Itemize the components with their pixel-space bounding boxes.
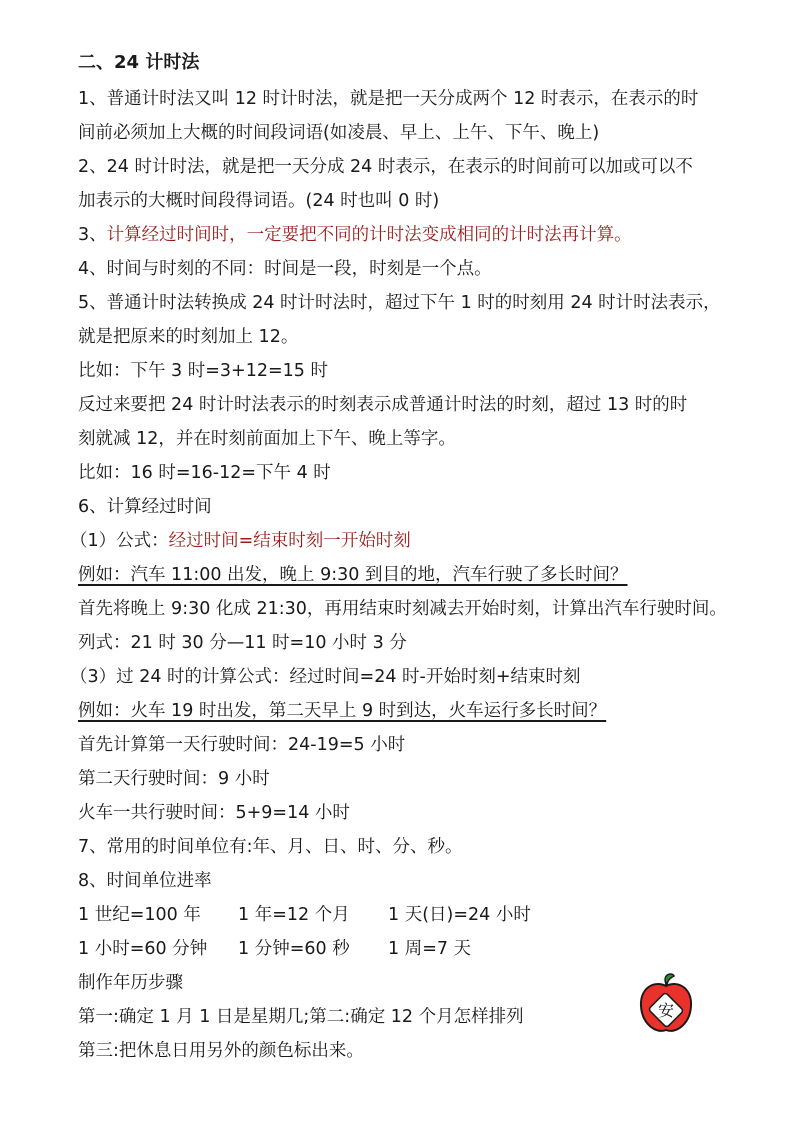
example-train-step-3: 火车一共行驶时间：5+9=14 小时 — [78, 803, 350, 823]
item-8: 8、时间单位进率 — [78, 871, 212, 891]
item-5-line-2: 就是把原来的时刻加上 12。 — [78, 327, 299, 347]
item-2-line-2: 加表示的大概时间段得词语。(24 时也叫 0 时) — [78, 191, 440, 211]
example-train-step-1: 首先计算第一天行驶时间：24-19=5 小时 — [78, 735, 406, 755]
example-car — [78, 562, 770, 588]
example-2: 比如：16 时=16-12=下午 4 时 — [78, 463, 331, 483]
example-train-step-2: 第二天行驶时间：9 小时 — [78, 769, 270, 789]
calendar-step-2: 第三:把休息日用另外的颜色标出来。 — [78, 1041, 364, 1061]
unit-hour: 1 小时=60 分钟 — [78, 939, 208, 959]
calendar-steps-title: 制作年历步骤 — [78, 973, 183, 993]
apple-sticker-icon — [636, 970, 696, 1036]
item-4: 4、时间与时刻的不同：时间是一段，时刻是一个点。 — [78, 259, 492, 279]
calendar-step-1: 第一:确定 1 月 1 日是星期几;第二:确定 12 个月怎样排列 — [78, 1007, 524, 1027]
example-1: 比如：下午 3 时=3+12=15 时 — [78, 361, 328, 381]
item-3-number: 3、 — [78, 225, 107, 245]
sticker-character: 安 — [657, 1001, 675, 1020]
example-car-text: 例如：汽车 11:00 出发，晚上 9:30 到目的地，汽车行驶了多长时间？ — [78, 565, 628, 585]
formula-1-text: 经过时间=结束时刻一开始时刻 — [168, 531, 411, 551]
item-1-line-1: 1、普通计时法又叫 12 时计时法，就是把一天分成两个 12 时表示，在表示的时 — [78, 89, 699, 109]
unit-minute: 1 分钟=60 秒 — [238, 939, 350, 959]
item-7: 7、常用的时间单位有:年、月、日、时、分、秒。 — [78, 837, 463, 857]
example-train — [78, 698, 770, 724]
section-title: 二、24 计时法 — [78, 52, 200, 73]
example-car-step-1: 首先将晚上 9:30 化成 21:30，再用结束时刻减去开始时刻，计算出汽车行驶时间。 — [78, 599, 727, 619]
item-6: 6、计算经过时间 — [78, 497, 212, 517]
example-car-step-2: 列式：21 时 30 分—11 时=10 小时 3 分 — [78, 633, 407, 653]
formula-1 — [70, 528, 770, 554]
unit-year: 1 年=12 个月 — [238, 905, 350, 925]
reverse-line-2: 刻就减 12，并在时刻前面加上下午、晚上等字。 — [78, 429, 456, 449]
example-train-text: 例如：火车 19 时出发，第二天早上 9 时到达，火车运行多长时间？ — [78, 701, 607, 721]
item-2-line-1: 2、24 时计时法，就是把一天分成 24 时表示，在表示的时间前可以加或可以不 — [78, 157, 693, 177]
unit-week: 1 周=7 天 — [388, 939, 472, 959]
item-3 — [78, 222, 770, 248]
item-1-line-2: 间前必须加上大概的时间段词语(如凌晨、早上、上午、下午、晚上) — [78, 123, 600, 143]
reverse-line-1: 反过来要把 24 时计时法表示的时刻表示成普通计时法的时刻，超过 13 时的时 — [78, 395, 688, 415]
unit-day: 1 天(日)=24 小时 — [388, 905, 531, 925]
unit-century: 1 世纪=100 年 — [78, 905, 201, 925]
formula-3: （3）过 24 时的计算公式：经过时间=24 时-开始时刻+结束时刻 — [70, 667, 581, 687]
formula-1-label: （1）公式： — [70, 531, 169, 551]
item-5-line-1: 5、普通计时法转换成 24 时计时法时，超过下午 1 时的时刻用 24 时计时法表示， — [78, 293, 721, 313]
item-3-highlight: 计算经过时间时，一定要把不同的计时法变成相同的计时法再计算。 — [106, 225, 632, 245]
